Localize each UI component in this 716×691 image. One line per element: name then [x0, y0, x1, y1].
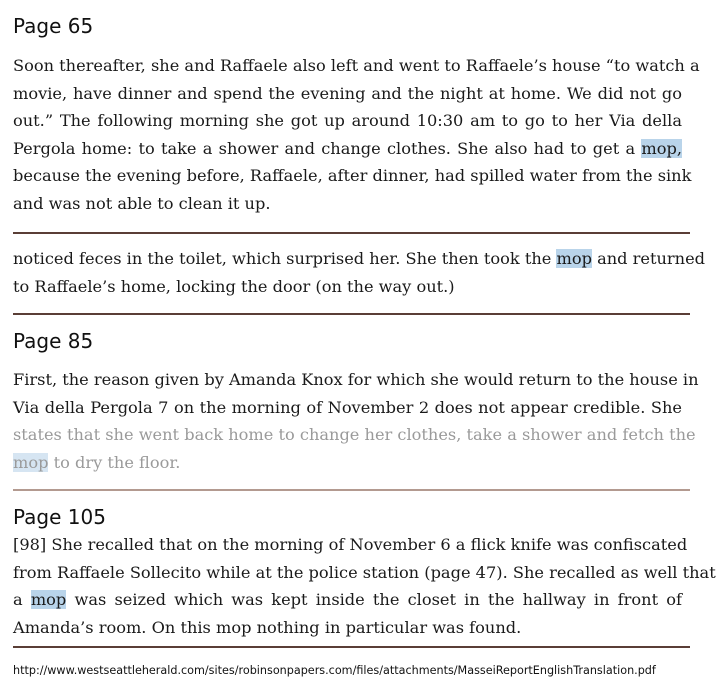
text-span: from Raffaele Sollecito while at the police station (page 47). She recalled as well that: [13, 562, 716, 582]
text-span: First, the reason given by Amanda Knox for which she would return to the house in: [13, 370, 699, 389]
text-line: [13, 449, 682, 477]
highlighted-word: mop: [30, 590, 67, 609]
highlighted-word: mop: [556, 249, 592, 268]
text-span: to Raffaele’s home, locking the door (on the way out.): [13, 276, 455, 296]
text-line: [13, 80, 682, 108]
section-heading-page-105: Page 105: [13, 505, 106, 529]
text-line: [13, 586, 682, 614]
divider: [13, 313, 690, 315]
text-line: [13, 245, 706, 273]
excerpt-page-65-continued: [13, 245, 706, 300]
text-span: was seized which was kept inside the closet in the hallway in front of: [66, 590, 682, 609]
text-span: a: [13, 590, 31, 609]
text-span: Pergola home: to take a shower and change clothes. She also had to get a: [13, 138, 642, 158]
excerpt-page-105: [13, 531, 716, 641]
divider: [13, 232, 690, 234]
text-span: Soon thereafter, she and Raffaele also left and went to Raffaele’s house “to watch a: [13, 56, 700, 75]
text-line: [13, 273, 682, 301]
text-line: [13, 366, 699, 394]
text-line: [13, 614, 682, 642]
text-line: [13, 394, 682, 422]
text-span: Amanda’s room. On this mop nothing in particular was found.: [13, 617, 522, 637]
text-span: Via della Pergola 7 on the morning of November 2 does not appear credible. She: [13, 397, 682, 417]
text-span: and returned: [591, 249, 706, 268]
text-line: [13, 107, 682, 135]
excerpt-page-65: [13, 52, 700, 217]
excerpt-page-85: [13, 366, 699, 476]
text-line: [13, 190, 682, 218]
text-line: [13, 135, 682, 163]
text-span: [98] She recalled that on the morning of November 6 a flick knife was confiscated: [13, 535, 688, 554]
highlighted-word: mop: [13, 452, 49, 472]
text-line: [13, 52, 700, 80]
section-heading-page-65: Page 65: [13, 14, 94, 38]
text-span: to dry the floor.: [48, 452, 181, 472]
source-url[interactable]: http://www.westseattleherald.com/sites/robinsonpapers.com/files/attachments/MasseiReportEnglishTranslation.pdf: [13, 664, 656, 677]
divider: [13, 646, 690, 648]
text-span: because the evening before, Raffaele, after dinner, had spilled water from the sink: [13, 166, 692, 185]
text-span: noticed feces in the toilet, which surprised her. She then took the: [13, 249, 557, 268]
text-span: states that she went back home to change her clothes, take a shower and fetch the: [13, 425, 696, 444]
text-line: [13, 162, 692, 190]
text-line: [13, 559, 716, 587]
text-span: out.” The following morning she got up around 10:30 am to go to her Via della: [13, 111, 682, 130]
text-line: [13, 421, 696, 449]
text-line: [13, 531, 688, 559]
text-span: movie, have dinner and spend the evening and the night at home. We did not go: [13, 83, 682, 103]
text-span: and was not able to clean it up.: [13, 193, 271, 213]
divider: [13, 489, 690, 491]
section-heading-page-85: Page 85: [13, 329, 94, 353]
highlighted-word: mop,: [641, 138, 682, 158]
